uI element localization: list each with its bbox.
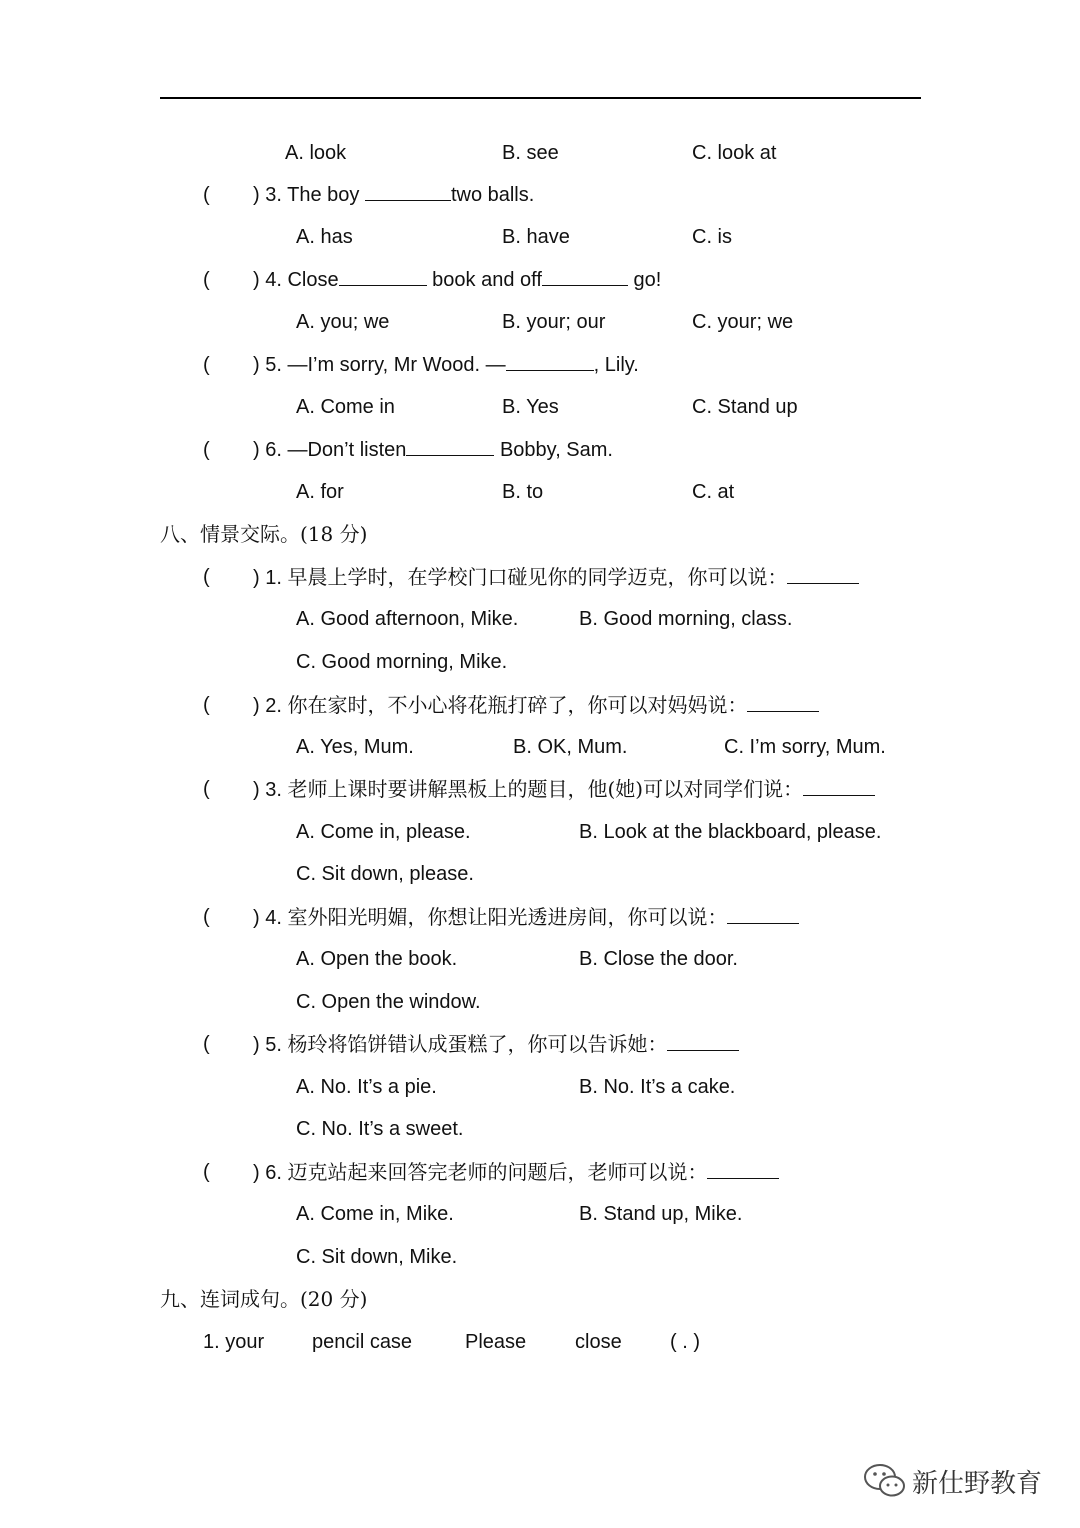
q6-option-b: B. to (502, 481, 544, 503)
question-prompt: 早晨上学时，在学校门口碰见你的同学迈克，你可以说： (287, 565, 788, 589)
s8-q2-option-a: A. Yes, Mum. (296, 736, 414, 758)
question-number: ) 6. (253, 439, 282, 461)
question-prompt: 你在家时，不小心将花瓶打碎了，你可以对妈妈说： (287, 693, 748, 717)
question-stem: —I’m sorry, Mr Wood. — (287, 354, 506, 376)
wechat-icon (860, 1460, 910, 1500)
question-stem: The boy (287, 184, 365, 206)
s8-question-1 (253, 564, 859, 591)
s8-q4-option-a: A. Open the book. (296, 948, 458, 970)
s8-q6-option-a: A. Come in, Mike. (296, 1203, 454, 1225)
answer-paren-open[interactable]: ( (203, 906, 210, 928)
s8-q3-option-a: A. Come in, please. (296, 821, 471, 843)
q5-option-a: A. Come in (296, 396, 395, 418)
question-number: ) 5. (253, 1034, 282, 1056)
answer-paren-open[interactable]: ( (203, 354, 210, 376)
fill-blank[interactable] (707, 1160, 779, 1179)
answer-paren-open[interactable]: ( (203, 439, 210, 461)
question-number: ) 3. (253, 779, 282, 801)
q2-option-a: A. look (285, 142, 347, 164)
s8-q3-option-b: B. Look at the blackboard, please. (579, 821, 882, 843)
question-prompt: 室外阳光明媚，你想让阳光透进房间，你可以说： (287, 905, 728, 929)
question-stem-end: go! (627, 269, 662, 291)
s8-q1-option-c: C. Good morning, Mike. (296, 651, 508, 673)
s8-q2-option-c: C. I’m sorry, Mum. (724, 736, 886, 758)
q2-option-b: B. see (502, 142, 559, 164)
header-rule (160, 97, 921, 99)
s9-word-5: ( . ) (670, 1331, 700, 1353)
question-prompt: 老师上课时要讲解黑板上的题目，他(她)可以对同学们说： (287, 777, 804, 801)
fill-blank[interactable] (747, 693, 819, 712)
q3-option-a: A. has (296, 226, 353, 248)
fill-blank[interactable] (803, 777, 875, 796)
s8-question-3 (253, 776, 875, 803)
question-stem-end: , Lily. (593, 354, 639, 376)
s8-q4-option-b: B. Close the door. (579, 948, 738, 970)
question-stem: —Don’t listen (287, 439, 407, 461)
question-number: ) 1. (253, 567, 282, 589)
q4-option-c: C. your; we (692, 311, 794, 333)
answer-paren-open[interactable]: ( (203, 1033, 210, 1055)
fill-blank[interactable] (667, 1032, 739, 1051)
answer-paren-open[interactable]: ( (203, 1161, 210, 1183)
s8-q6-option-b: B. Stand up, Mike. (579, 1203, 743, 1225)
answer-paren-open[interactable]: ( (203, 778, 210, 800)
fill-blank[interactable] (542, 267, 628, 286)
q3-option-c: C. is (692, 226, 732, 248)
s8-question-4 (253, 904, 799, 931)
s8-question-2 (253, 692, 819, 719)
question-prompt: 迈克站起来回答完老师的问题后，老师可以说： (287, 1160, 708, 1184)
question-5 (253, 352, 639, 378)
s8-q6-option-c: C. Sit down, Mike. (296, 1246, 458, 1268)
s8-q5-option-c: C. No. It’s a sweet. (296, 1118, 464, 1140)
question-4 (253, 267, 661, 293)
fill-blank[interactable] (339, 267, 427, 286)
question-number: ) 6. (253, 1162, 282, 1184)
s8-q3-option-c: C. Sit down, please. (296, 863, 474, 885)
q5-option-c: C. Stand up (692, 396, 798, 418)
watermark-text: 新仕野教育 (912, 1469, 1043, 1499)
s8-q1-option-a: A. Good afternoon, Mike. (296, 608, 519, 630)
q4-option-a: A. you; we (296, 311, 390, 333)
q3-option-b: B. have (502, 226, 570, 248)
fill-blank[interactable] (406, 437, 494, 456)
fill-blank[interactable] (365, 182, 451, 201)
question-number: ) 4. (253, 269, 282, 291)
fill-blank[interactable] (727, 905, 799, 924)
fill-blank[interactable] (787, 565, 859, 584)
s8-q5-option-a: A. No. It’s a pie. (296, 1076, 437, 1098)
s8-q4-option-c: C. Open the window. (296, 991, 481, 1013)
s8-q5-option-b: B. No. It’s a cake. (579, 1076, 736, 1098)
section-8-title: 八、情景交际。(18 分) (160, 522, 368, 546)
s9-word-2: pencil case (312, 1331, 413, 1353)
question-stem-end: Bobby, Sam. (494, 439, 613, 461)
question-6 (253, 437, 613, 463)
q6-option-a: A. for (296, 481, 344, 503)
question-number: ) 5. (253, 354, 282, 376)
answer-paren-open[interactable]: ( (203, 184, 210, 206)
s9-word-1: 1. your (203, 1331, 265, 1353)
s8-q1-option-b: B. Good morning, class. (579, 608, 793, 630)
section-9-title: 九、连词成句。(20 分) (160, 1287, 368, 1311)
answer-paren-open[interactable]: ( (203, 694, 210, 716)
q6-option-c: C. at (692, 481, 735, 503)
s8-question-5 (253, 1031, 739, 1058)
question-stem: Close (287, 269, 339, 291)
question-stem-end: two balls. (450, 184, 535, 206)
question-prompt: 杨玲将馅饼错认成蛋糕了，你可以告诉她： (287, 1032, 668, 1056)
answer-paren-open[interactable]: ( (203, 269, 210, 291)
question-number: ) 4. (253, 907, 282, 929)
fill-blank[interactable] (506, 352, 594, 371)
s8-q2-option-b: B. OK, Mum. (513, 736, 628, 758)
question-3 (253, 182, 534, 208)
answer-paren-open[interactable]: ( (203, 566, 210, 588)
question-stem-mid: book and off (426, 269, 542, 291)
s9-word-4: close (575, 1331, 622, 1353)
s9-word-3: Please (465, 1331, 527, 1353)
question-number: ) 3. (253, 184, 282, 206)
q2-option-c: C. look at (692, 142, 777, 164)
q4-option-b: B. your; our (502, 311, 606, 333)
q5-option-b: B. Yes (502, 396, 559, 418)
s8-question-6 (253, 1159, 779, 1186)
question-number: ) 2. (253, 695, 282, 717)
